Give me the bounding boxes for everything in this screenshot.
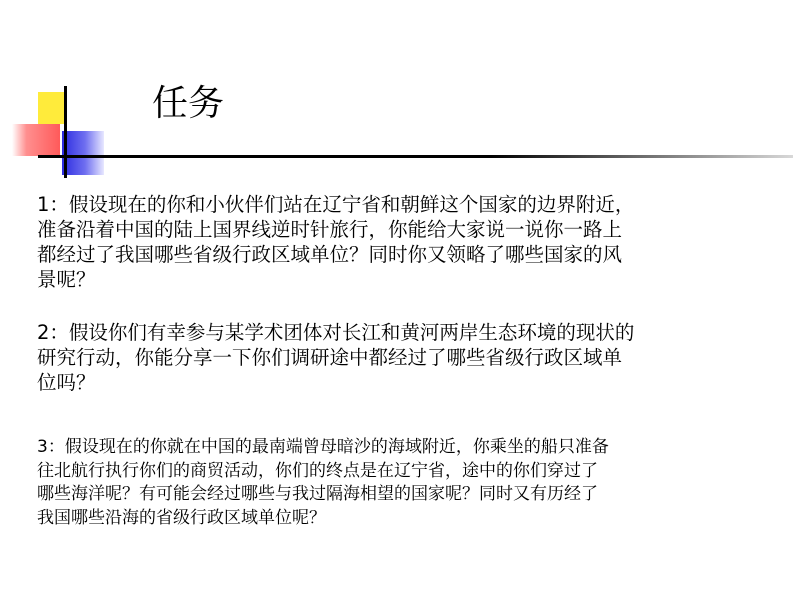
- slide-title: 任务: [152, 83, 225, 124]
- decor-blue-square: [62, 131, 104, 175]
- slide-decoration: [0, 0, 130, 180]
- decor-red-square: [12, 124, 60, 156]
- decor-yellow-square: [38, 92, 65, 124]
- task-1-text: 1：假设现在的你和小伙伴们站在辽宁省和朝鲜这个国家的边界附近， 准备沿着中国的陆上国界线逆时针旅行，你能给大家说一说你一路上 都经过了我国哪些省级行政区域单位？同时你又领略了哪些国家的风 景呢？: [37, 193, 635, 291]
- title-underline: [38, 155, 793, 158]
- decor-vertical-line: [64, 86, 67, 178]
- task-2-text: 2：假设你们有幸参与某学术团体对长江和黄河两岸生态环境的现状的 研究行动，你能分享一下你们调研途中都经过了哪些省级行政区域单 位吗？: [37, 321, 635, 394]
- task-3-text: 3：假设现在的你就在中国的最南端曾母暗沙的海域附近，你乘坐的船只准备 往北航行执行你们的商贸活动，你们的终点是在辽宁省，途中的你们穿过了 哪些海洋呢？有可能会经过哪些与我过隔海相望的国家呢？同时又有历经了 我国哪些沿海的省级行政区域单位呢？: [37, 437, 609, 528]
